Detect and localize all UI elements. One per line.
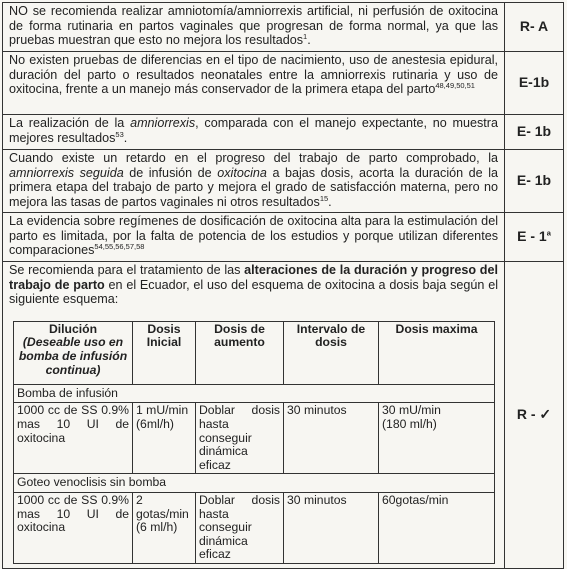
increase-dose-cell: Doblar dosis hasta conseguir dinámica eficaz <box>196 492 284 563</box>
citation-superscript: 15 <box>319 193 329 203</box>
recommendation-text <box>9 263 498 307</box>
evidence-level: R- A <box>505 3 564 52</box>
citation-superscript: 1 <box>303 32 308 41</box>
text-segment: . <box>123 130 128 145</box>
dilution-cell: 1000 cc de SS 0.9% mas 10 UI de oxitocina <box>14 403 133 474</box>
evidence-level: E- 1b <box>505 115 564 150</box>
citation-superscript: 54,55,56,57,58 <box>94 242 145 251</box>
row-text <box>3 213 505 262</box>
header-initial-dose: Dosis Inicial <box>133 321 196 384</box>
evidence-row <box>3 213 564 262</box>
evidence-level <box>505 213 564 262</box>
citation-superscript: 53 <box>115 129 124 139</box>
evidence-row <box>3 150 564 213</box>
section-title-row <box>14 384 495 403</box>
text-segment: amniorrexis <box>130 116 196 130</box>
text-segment: . <box>328 194 332 209</box>
level-superscript: a <box>546 228 551 238</box>
max-dose-cell <box>379 492 495 563</box>
dosing-header-row <box>14 321 495 384</box>
text-segment: No existen pruebas de diferencias en el tipo de nacimiento, uso de anestesia epidural, duración del parto o resultados neonatales entre la amniorrexis rutinaria y uso de oxitocina, frente a un manejo más conservador de la primera etapa del parto <box>9 53 498 97</box>
header-interval: Intervalo de dosis <box>284 321 379 384</box>
text-segment: , comparada con el manejo expectante, no muestra mejores resultados <box>9 116 499 145</box>
text-segment: de infusión de <box>123 165 218 180</box>
text-segment: amniorrexis seguida <box>9 165 124 180</box>
initial-dose-value: 2 gotas/min <box>136 492 189 521</box>
evidence-level: E- 1b <box>505 150 564 213</box>
row-text <box>3 3 505 52</box>
max-dose-value: 30 mU/min <box>382 403 441 418</box>
citation-superscript: 48,49,50,51 <box>435 81 475 90</box>
oxytocin-dosing-table <box>13 321 495 564</box>
text-segment: en el Ecuador, el uso del esquema de oxitocina a dosis baja según el siguiente esquema: <box>9 277 498 307</box>
header-dilution-note: (Deseable uso en bomba de infusión continua) <box>18 335 128 377</box>
max-dose-value: 60gotas/min <box>382 492 449 507</box>
text-segment: Se recomienda para el tratamiento de las <box>9 263 245 277</box>
text-segment: NO se recomienda realizar amniotomía/amniorrexis artificial, ni perfusión de oxitocina de forma rutinaria en partos vaginales que progresan de forma normal, ya que las pruebas muestran que esto no mejora los resultados <box>9 4 498 48</box>
row-text <box>3 115 505 150</box>
recommendations-table <box>2 2 564 569</box>
initial-dose-cell <box>133 403 196 474</box>
section-title: Goteo venoclisis sin bomba <box>14 474 495 493</box>
dilution-cell: 1000 cc de SS 0.9% mas 10 UI de oxitocina <box>14 492 133 563</box>
text-segment: Cuando existe un retardo en el progreso del trabajo de parto comprobado, la <box>9 151 498 165</box>
recommendation-row <box>3 262 564 569</box>
recommendation-level: R - ✓ <box>505 262 564 569</box>
initial-dose-rate: (6ml/h) <box>136 416 174 431</box>
header-max-dose: Dosis maxima <box>379 321 495 384</box>
text-segment: oxitocina <box>217 165 267 180</box>
text-segment: . <box>307 33 311 48</box>
section-title: Bomba de infusión <box>14 384 495 403</box>
row-text <box>3 150 505 213</box>
section-title-row <box>14 474 495 493</box>
max-dose-cell <box>379 403 495 474</box>
dosing-row <box>14 403 495 474</box>
dosing-row <box>14 492 495 563</box>
increase-dose-cell: Doblar dosis hasta conseguir dinámica eficaz <box>196 403 284 474</box>
initial-dose-rate: (6 ml/h) <box>136 520 178 535</box>
evidence-row <box>3 115 564 150</box>
interval-cell: 30 minutos <box>284 492 379 563</box>
initial-dose-cell <box>133 492 196 563</box>
evidence-level: E-1b <box>505 52 564 115</box>
text-segment: a bajas dosis, acorta la duración de la primera etapa del trabajo de parto y mejora el grado de satisfacción materna, pero no mejora las tasas de partos vaginales ni otros resultados <box>9 165 498 209</box>
interval-cell: 30 minutos <box>284 403 379 474</box>
header-increase-dose: Dosis de aumento <box>196 321 284 384</box>
header-dilution <box>14 321 133 384</box>
level-text: E - 1 <box>517 228 547 245</box>
recommendation-cell <box>3 262 505 569</box>
evidence-row <box>3 3 564 52</box>
evidence-row <box>3 52 564 115</box>
max-dose-rate: (180 ml/h) <box>382 416 437 431</box>
header-dilution-label: Dilución <box>48 321 98 336</box>
initial-dose-value: 1 mU/min <box>136 403 189 418</box>
text-segment: La realización de la <box>9 116 131 130</box>
row-text <box>3 52 505 115</box>
text-segment: La evidencia sobre regímenes de dosificación de oxitocina alta para la estimulación del parto es limitada, por la falta de potencia de los estudios y porque utilizan diferentes comparaciones <box>9 214 498 258</box>
text-segment: alteraciones de la duración y progreso del trabajo de parto <box>9 263 498 292</box>
